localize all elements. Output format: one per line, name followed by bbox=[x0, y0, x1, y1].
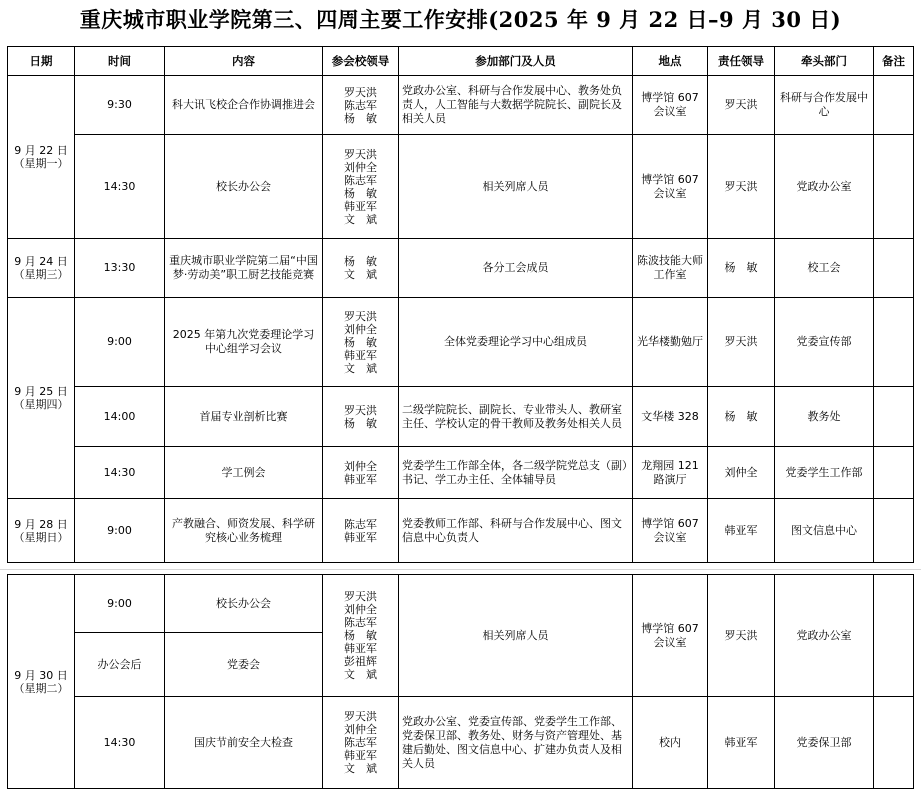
time-cell: 9:00 bbox=[75, 499, 165, 563]
responsible-cell: 罗天洪 bbox=[708, 135, 775, 239]
place-cell: 博学馆 607 会议室 bbox=[633, 135, 708, 239]
note-cell bbox=[874, 298, 914, 387]
place-cell: 陈波技能大师工作室 bbox=[633, 239, 708, 298]
responsible-cell: 杨 敏 bbox=[708, 239, 775, 298]
responsible-cell: 刘仲全 bbox=[708, 447, 775, 499]
departments-cell: 党委学生工作部全体，各二级学院党总支（副）书记、学工办主任、全体辅导员 bbox=[399, 447, 633, 499]
place-cell: 龙翔园 121 路演厅 bbox=[633, 447, 708, 499]
header-leaders: 参会校领导 bbox=[323, 47, 399, 76]
content-cell: 校长办公会 bbox=[165, 135, 323, 239]
date-cell: 9 月 30 日 （星期二） bbox=[8, 575, 75, 789]
date-cell: 9 月 22 日 （星期一） bbox=[8, 76, 75, 239]
place-cell: 校内 bbox=[633, 697, 708, 789]
note-cell bbox=[874, 239, 914, 298]
content-cell: 科大讯飞校企合作协调推进会 bbox=[165, 76, 323, 135]
place-cell: 博学馆 607 会议室 bbox=[633, 499, 708, 563]
time-cell: 14:00 bbox=[75, 387, 165, 447]
header-lead-department: 牵头部门 bbox=[775, 47, 874, 76]
note-cell bbox=[874, 575, 914, 697]
table-row bbox=[8, 298, 914, 387]
page-title: 重庆城市职业学院第三、四周主要工作安排(2025 年 9 月 22 日–9 月 30 日) bbox=[79, 7, 842, 32]
content-cell: 2025 年第九次党委理论学习中心组学习会议 bbox=[165, 298, 323, 387]
date-cell: 9 月 28 日 （星期日） bbox=[8, 499, 75, 563]
time-cell: 9:00 bbox=[75, 575, 165, 633]
leaders-cell: 罗天洪 陈志军 杨 敏 bbox=[323, 76, 399, 135]
header-time: 时间 bbox=[75, 47, 165, 76]
table-row bbox=[8, 387, 914, 447]
content-cell: 产教融合、师资发展、科学研究核心业务梳理 bbox=[165, 499, 323, 563]
lead-department-cell: 校工会 bbox=[775, 239, 874, 298]
responsible-cell: 罗天洪 bbox=[708, 76, 775, 135]
table-row bbox=[8, 575, 914, 633]
note-cell bbox=[874, 387, 914, 447]
note-cell bbox=[874, 697, 914, 789]
departments-cell: 相关列席人员 bbox=[399, 135, 633, 239]
lead-department-cell: 教务处 bbox=[775, 387, 874, 447]
content-cell: 党委会 bbox=[165, 633, 323, 697]
header-place: 地点 bbox=[633, 47, 708, 76]
note-cell bbox=[874, 447, 914, 499]
content-cell: 国庆节前安全大检查 bbox=[165, 697, 323, 789]
leaders-cell: 罗天洪 刘仲全 杨 敏 韩亚军 文 斌 bbox=[323, 298, 399, 387]
responsible-cell: 罗天洪 bbox=[708, 298, 775, 387]
header-responsible: 责任领导 bbox=[708, 47, 775, 76]
place-cell: 博学馆 607 会议室 bbox=[633, 76, 708, 135]
departments-cell: 党政办公室、党委宣传部、党委学生工作部、党委保卫部、教务处、财务与资产管理处、基建后勤处、图文信息中心、扩建办负责人及相关人员 bbox=[399, 697, 633, 789]
responsible-cell: 罗天洪 bbox=[708, 575, 775, 697]
table-header-row bbox=[8, 47, 914, 76]
note-cell bbox=[874, 135, 914, 239]
table-row bbox=[8, 499, 914, 563]
time-cell: 13:30 bbox=[75, 239, 165, 298]
schedule-table-part2 bbox=[7, 574, 914, 789]
content-cell: 重庆城市职业学院第二届“中国梦·劳动美”职工厨艺技能竞赛 bbox=[165, 239, 323, 298]
lead-department-cell: 党委保卫部 bbox=[775, 697, 874, 789]
time-cell: 14:30 bbox=[75, 447, 165, 499]
time-cell: 9:00 bbox=[75, 298, 165, 387]
place-cell: 文华楼 328 bbox=[633, 387, 708, 447]
leaders-cell: 陈志军 韩亚军 bbox=[323, 499, 399, 563]
table-row bbox=[8, 239, 914, 298]
lead-department-cell: 图文信息中心 bbox=[775, 499, 874, 563]
departments-cell: 党政办公室、科研与合作发展中心、教务处负责人，人工智能与大数据学院院长、副院长及相关人员 bbox=[399, 76, 633, 135]
leaders-cell: 杨 敏 文 斌 bbox=[323, 239, 399, 298]
departments-cell: 各分工会成员 bbox=[399, 239, 633, 298]
header-date: 日期 bbox=[8, 47, 75, 76]
date-cell: 9 月 24 日 （星期三） bbox=[8, 239, 75, 298]
table-row bbox=[8, 697, 914, 789]
header-note: 备注 bbox=[874, 47, 914, 76]
place-cell: 博学馆 607 会议室 bbox=[633, 575, 708, 697]
note-cell bbox=[874, 76, 914, 135]
leaders-cell: 罗天洪 刘仲全 陈志军 杨 敏 韩亚军 彭祖辉 文 斌 bbox=[323, 575, 399, 697]
departments-cell: 二级学院院长、副院长、专业带头人、教研室主任、学校认定的骨干教师及教务处相关人员 bbox=[399, 387, 633, 447]
lead-department-cell: 科研与合作发展中心 bbox=[775, 76, 874, 135]
time-cell: 9:30 bbox=[75, 76, 165, 135]
lead-department-cell: 党政办公室 bbox=[775, 575, 874, 697]
leaders-cell: 罗天洪 杨 敏 bbox=[323, 387, 399, 447]
date-cell: 9 月 25 日 （星期四） bbox=[8, 298, 75, 499]
page-break-line bbox=[0, 569, 921, 570]
header-departments: 参加部门及人员 bbox=[399, 47, 633, 76]
leaders-cell: 罗天洪 刘仲全 陈志军 杨 敏 韩亚军 文 斌 bbox=[323, 135, 399, 239]
departments-cell: 全体党委理论学习中心组成员 bbox=[399, 298, 633, 387]
responsible-cell: 杨 敏 bbox=[708, 387, 775, 447]
place-cell: 光华楼勤勉厅 bbox=[633, 298, 708, 387]
table-row bbox=[8, 135, 914, 239]
time-cell: 14:30 bbox=[75, 697, 165, 789]
content-cell: 校长办公会 bbox=[165, 575, 323, 633]
departments-cell: 党委教师工作部、科研与合作发展中心、图文信息中心负责人 bbox=[399, 499, 633, 563]
departments-cell: 相关列席人员 bbox=[399, 575, 633, 697]
lead-department-cell: 党委学生工作部 bbox=[775, 447, 874, 499]
table-row bbox=[8, 76, 914, 135]
lead-department-cell: 党委宣传部 bbox=[775, 298, 874, 387]
leaders-cell: 罗天洪 刘仲全 陈志军 韩亚军 文 斌 bbox=[323, 697, 399, 789]
table-row bbox=[8, 447, 914, 499]
schedule-table-part1 bbox=[7, 46, 914, 563]
time-cell: 14:30 bbox=[75, 135, 165, 239]
responsible-cell: 韩亚军 bbox=[708, 499, 775, 563]
note-cell bbox=[874, 499, 914, 563]
content-cell: 首届专业剖析比赛 bbox=[165, 387, 323, 447]
responsible-cell: 韩亚军 bbox=[708, 697, 775, 789]
lead-department-cell: 党政办公室 bbox=[775, 135, 874, 239]
time-cell: 办公会后 bbox=[75, 633, 165, 697]
content-cell: 学工例会 bbox=[165, 447, 323, 499]
leaders-cell: 刘仲全 韩亚军 bbox=[323, 447, 399, 499]
header-content: 内容 bbox=[165, 47, 323, 76]
